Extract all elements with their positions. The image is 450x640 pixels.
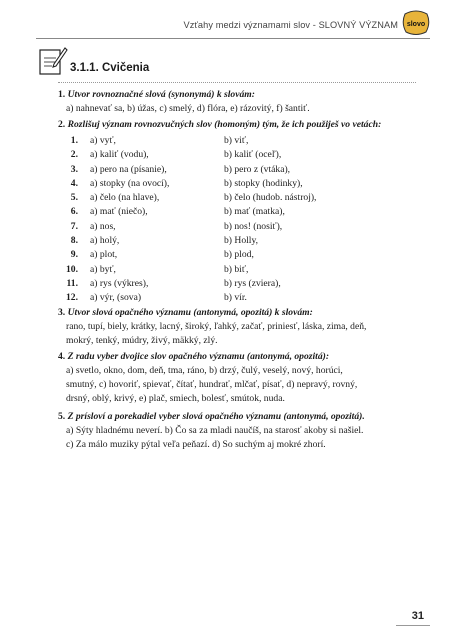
task-line: a) Sýty hladnému neverí. b) Čo sa za mladi naučíš, na starosť akoby si našiel. (66, 425, 364, 436)
homonym-b: b) viť, (224, 135, 249, 146)
homonym-row (58, 234, 438, 248)
homonym-b: b) Holly, (224, 235, 259, 247)
homonym-number: 2. (70, 149, 78, 161)
task-2 (58, 118, 420, 132)
task-number: 3. (58, 307, 66, 318)
homonym-number: 4. (70, 177, 78, 189)
homonym-b: b) nos! (nosiť), (224, 220, 283, 232)
task-number: 4. (58, 351, 66, 362)
homonym-number: 1. (70, 135, 78, 146)
task-line: a) nahnevať sa, b) úžas, c) smelý, d) flóra, e) rázovitý, f) šantiť. (66, 103, 310, 114)
homonym-row (58, 191, 438, 205)
homonym-number: 12. (66, 292, 78, 304)
homonym-b: b) biť, (224, 263, 249, 275)
homonym-a: a) plot, (90, 249, 118, 261)
task-line: mokrý, tenký, múdry, živý, mäkký, zlý. (66, 335, 218, 346)
task-5 (58, 410, 420, 452)
homonym-number: 8. (70, 235, 78, 247)
homonym-b: b) rys (zviera), (224, 277, 281, 289)
svg-text:slovo: slovo (406, 21, 426, 28)
task-instruction: Utvor slová opačného významu (antonymá, opozitá) k slovám: (67, 307, 313, 318)
homonym-row (58, 291, 438, 305)
homonym-number: 6. (70, 206, 78, 218)
homonym-a: a) kaliť (vodu), (90, 149, 149, 161)
task-4 (58, 350, 420, 406)
task-instruction: Z radu vyber dvojice slov opačného významu (antonymá, opozitá): (67, 351, 330, 362)
header-title: Vzťahy medzi významami slov - SLOVNÝ VÝZNAM (183, 20, 398, 30)
homonym-a: a) stopky (na ovocí), (90, 177, 170, 189)
task-line: smutný, c) hovoriť, spievať, čítať, hundrať, mlčať, písať, d) nepravý, rovný, (66, 379, 358, 390)
homonym-a: a) mať (niečo), (90, 206, 148, 218)
homonym-row (58, 248, 438, 262)
task-3 (58, 306, 420, 348)
task-1 (58, 88, 420, 116)
homonym-a: a) holý, (90, 235, 120, 247)
homonym-row (58, 163, 438, 177)
task-number: 5. (58, 411, 66, 422)
slovo-logo (402, 10, 430, 36)
task-line: drsný, oblý, krivý, e) plač, smiech, bolesť, smútok, nuda. (66, 393, 285, 404)
task-line: a) svetlo, okno, dom, deň, tma, ráno, b) drzý, čulý, veselý, nový, horúci, (66, 365, 343, 376)
homonym-b: b) plod, (224, 249, 254, 261)
homonym-a: a) čelo (na hlave), (90, 192, 160, 204)
homonym-number: 3. (70, 163, 78, 175)
task-number: 1. (58, 89, 66, 100)
task-number: 2. (58, 119, 66, 130)
homonym-a: a) byť, (90, 263, 116, 275)
homonym-number: 11. (66, 277, 78, 289)
homonym-list (58, 134, 438, 306)
task-instruction: Z prísloví a porekadiel vyber slová opačného významu (antonymá, opozitá). (67, 411, 365, 422)
homonym-number: 10. (66, 263, 78, 275)
page-header (0, 0, 450, 40)
homonym-b: b) stopky (hodinky), (224, 177, 303, 189)
homonym-row (58, 277, 438, 291)
homonym-b: b) pero z (vtáka), (224, 163, 291, 175)
homonym-number: 7. (70, 220, 78, 232)
homonym-a: a) pero na (písanie), (90, 163, 167, 175)
homonym-a: a) výr, (sova) (90, 292, 142, 304)
task-line: c) Za málo muziky pýtal veľa peňazí. d) So suchým aj mokré zhorí. (66, 439, 326, 450)
homonym-b: b) mať (matka), (224, 206, 285, 218)
homonym-row (58, 134, 438, 148)
task-line: rano, tupí, biely, krátky, lacný, široký, ľahký, začať, priniesť, láska, zima, deň, (66, 321, 367, 332)
homonym-row (58, 205, 438, 219)
section-title: 3.1.1. Cvičenia (70, 62, 150, 74)
homonym-a: a) rys (výkres), (90, 277, 149, 289)
homonym-number: 9. (70, 249, 78, 261)
homonym-a: a) nos, (90, 220, 116, 232)
homonym-a: a) vyť, (90, 135, 116, 146)
task-instruction: Utvor rovnoznačné slová (synonymá) k slovám: (67, 89, 255, 100)
homonym-b: b) čelo (hudob. nástroj), (224, 192, 317, 204)
homonym-row (58, 177, 438, 191)
homonym-number: 5. (70, 192, 78, 204)
homonym-row (58, 263, 438, 277)
homonym-row (58, 220, 438, 234)
page-number-rule (396, 625, 430, 626)
homonym-b: b) kaliť (oceľ), (224, 149, 282, 161)
task-instruction: Rozlišuj význam rovnozvučných slov (homoným) tým, že ich použiješ vo vetách: (67, 119, 382, 130)
pencil-icon (38, 44, 68, 76)
header-divider (36, 38, 430, 39)
homonym-b: b) vír. (224, 292, 247, 304)
page-number: 31 (411, 610, 424, 622)
homonym-row (58, 148, 438, 162)
section-divider (58, 82, 416, 83)
